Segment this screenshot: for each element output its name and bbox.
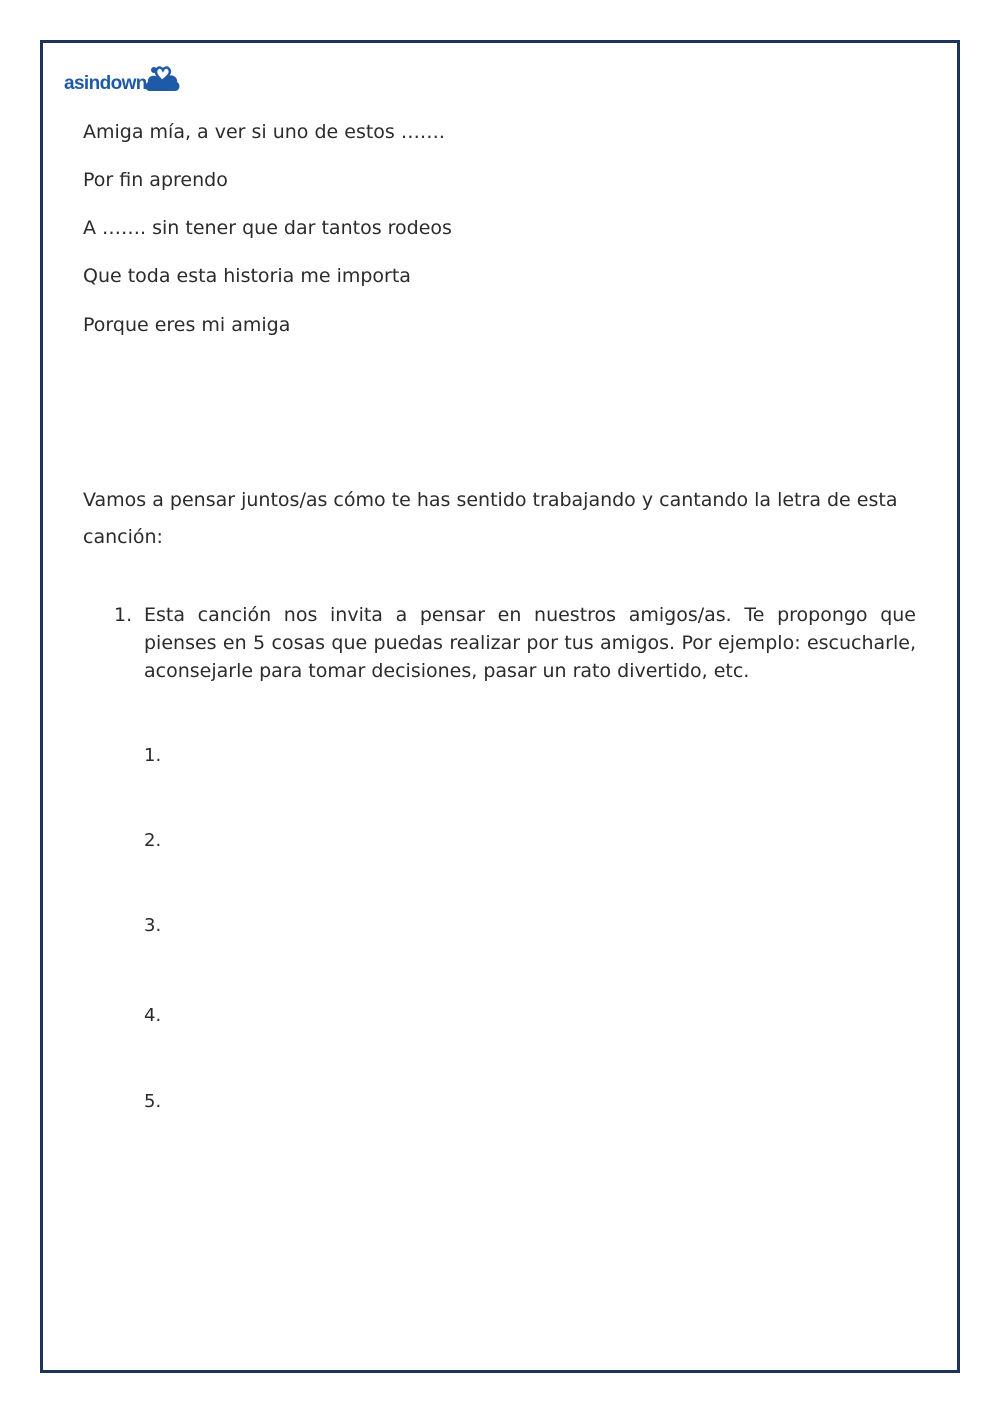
question-text: Esta canción nos invita a pensar en nuestros amigos/as. Te propongo que pienses en 5 cosas que puedas realizar por tus amigos. Por ejemplo: escucharle, aconsejarle para tomar decisiones, pasar un rato divertido, etc. bbox=[144, 604, 916, 682]
intro-paragraph: Vamos a pensar juntos/as cómo te has sentido trabajando y cantando la letra de esta canción: bbox=[83, 489, 898, 548]
answer-item-2: 2. bbox=[144, 830, 162, 851]
lyric-line-2: Por fin aprendo bbox=[83, 169, 228, 191]
answer-item-5: 5. bbox=[144, 1091, 162, 1112]
answer-item-3: 3. bbox=[144, 915, 162, 936]
logo-text: asindown bbox=[64, 73, 147, 94]
lyric-line-1: Amiga mía, a ver si uno de estos ……. bbox=[83, 121, 445, 143]
lyric-line-5: Porque eres mi amiga bbox=[83, 314, 291, 336]
lyric-line-3: A ……. sin tener que dar tantos rodeos bbox=[83, 217, 452, 239]
answer-item-4: 4. bbox=[144, 1005, 162, 1026]
heart-cloud-icon bbox=[144, 61, 182, 93]
asindown-logo bbox=[64, 60, 182, 94]
answer-item-1: 1. bbox=[144, 745, 162, 766]
question-number: 1. bbox=[114, 604, 133, 626]
lyric-line-4: Que toda esta historia me importa bbox=[83, 265, 411, 287]
